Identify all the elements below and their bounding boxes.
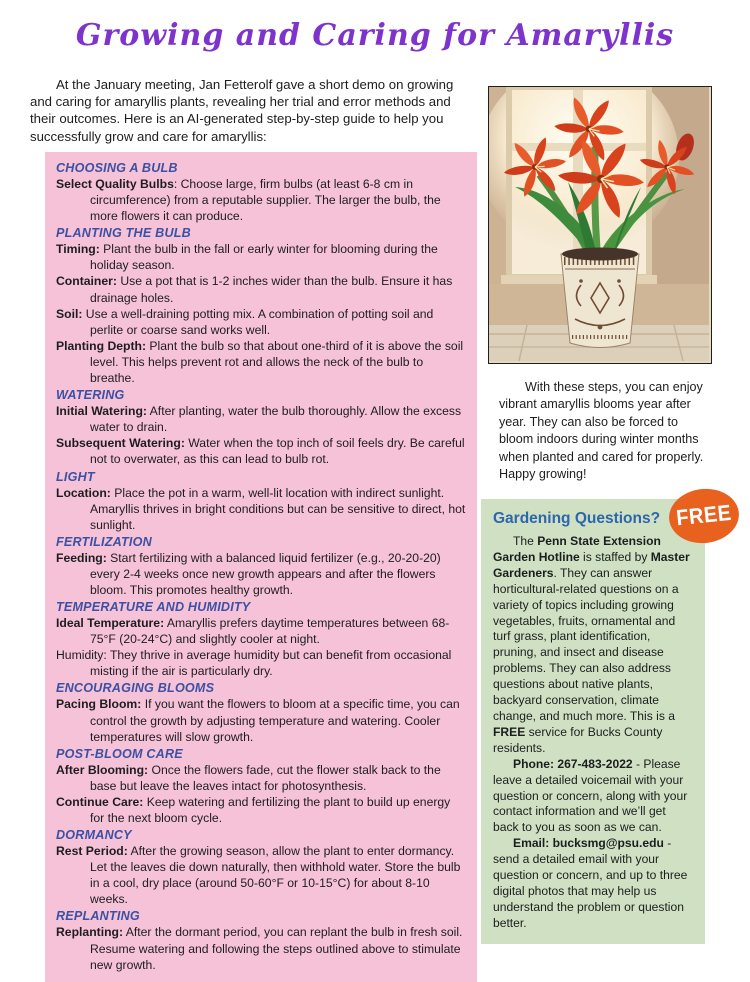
guide-item: Timing: Plant the bulb in the fall or early winter for blooming during the holiday season. xyxy=(56,242,438,273)
amaryllis-photo xyxy=(488,86,712,364)
guide-item: Feeding: Start fertilizing with a balanced liquid fertilizer (e.g., 20-20-20) every 2-4 weeks once new growth appears and after the flowers bloom. This promotes healthy growth. xyxy=(56,550,441,597)
guide-item: Initial Watering: After planting, water the bulb thoroughly. Allow the excess water to drain. xyxy=(56,404,462,435)
guide-section-heading: REPLANTING xyxy=(56,909,140,924)
guide-item: Select Quality Bulbs: Choose large, firm bulbs (at least 6-8 cm in circumference) from a reputable supplier. The larger the bulb, the more flowers it can produce. xyxy=(56,177,441,224)
guide-item: Ideal Temperature: Amaryllis prefers daytime temperatures between 68-75°F (20-24°C) and slightly cooler at night. xyxy=(56,616,450,647)
care-guide-panel xyxy=(45,152,477,982)
hotline-panel xyxy=(481,499,733,944)
guide-item: Rest Period: After the growing season, allow the plant to enter dormancy. Let the leaves die down naturally, then withhold water. Store the bulb in a cool, dry place (around 50-60°F or 10-15°C) for about 8-10 weeks. xyxy=(56,844,461,907)
guide-item: Container: Use a pot that is 1-2 inches wider than the bulb. Ensure it has drainage holes. xyxy=(56,274,453,305)
free-badge-label: FREE xyxy=(675,500,733,531)
guide-section-heading: DORMANCY xyxy=(56,828,132,843)
hotline-paragraph: Phone: 267-483-2022 - Please leave a detailed voicemail with your question or concern, along with your contact information and we’ll get back to you as soon as we can. xyxy=(493,756,688,835)
guide-item: Continue Care: Keep watering and fertilizing the plant to build up energy for the next bloom cycle. xyxy=(56,794,451,825)
amaryllis-photo-illustration xyxy=(489,87,709,361)
guide-item: Replanting: After the dormant period, you can replant the bulb in fresh soil. Resume watering and following the steps outlined above to stimulate new growth. xyxy=(56,925,463,972)
guide-item: Humidity: They thrive in average humidity but can benefit from occasional misting if the air is particularly dry. xyxy=(56,648,452,679)
guide-section-heading: LIGHT xyxy=(56,469,95,484)
page-title: Growing and Caring for Amaryllis xyxy=(75,18,675,53)
guide-section-heading: PLANTING THE BULB xyxy=(56,226,191,241)
guide-item: Planting Depth: Plant the bulb so that about one-third of it is above the soil level. This helps prevent rot and allows the neck of the bulb to breathe. xyxy=(56,338,464,386)
closing-paragraph: With these steps, you can enjoy vibrant amaryllis blooms year after year. They can also be forced to bloom indoors during winter months when planted and cared for properly. Happy growing! xyxy=(499,380,704,482)
guide-section-heading: TEMPERATURE AND HUMIDITY xyxy=(56,600,251,615)
guide-section-heading: POST-BLOOM CARE xyxy=(56,746,183,761)
guide-item: Pacing Bloom: If you want the flowers to bloom at a specific time, you can control the growth by adjusting temperature and watering. Cooler temperatures will slow growth. xyxy=(56,697,460,744)
guide-item: Soil: Use a well-draining potting mix. A combination of potting soil and perlite or coarse sand works well. xyxy=(56,306,434,337)
intro-paragraph: At the January meeting, Jan Fetterolf gave a short demo on growing and caring for amaryllis plants, revealing her trial and error methods and their outcomes. Here is an AI-generated step-by-step guide to help you successfully grow and care for amaryllis: xyxy=(30,77,454,144)
hotline-paragraph: Email: bucksmg@psu.edu - send a detailed email with your question or concern, and up to three digital photos that may help us understand the problem or question better. xyxy=(493,836,688,930)
guide-section-heading: CHOOSING A BULB xyxy=(56,161,178,175)
hotline-body xyxy=(493,534,693,932)
guide-section-heading: FERTILIZATION xyxy=(56,534,152,549)
guide-item: Subsequent Watering: Water when the top inch of soil feels dry. Be careful not to overwater, as this can lead to bulb rot. xyxy=(56,436,465,467)
guide-item: After Blooming: Once the flowers fade, cut the flower stalk back to the base but leave the leaves intact for photosynthesis. xyxy=(56,762,441,793)
guide-section-heading: WATERING xyxy=(56,388,125,403)
guide-section-heading: ENCOURAGING BLOOMS xyxy=(56,681,215,696)
hotline-paragraph: The Penn State Extension Garden Hotline is staffed by Master Gardeners. They can answer horticultural-related questions on a variety of topics including growing vegetables, fruits, ornamental and turf grass, plant identification, pruning, and insect and disease problems. They can also address questions about native plants, backyard conservation, climate change, and much more. This is a FREE service for Bucks County residents. xyxy=(493,534,690,755)
guide-item: Location: Place the pot in a warm, well-lit location with indirect sunlight. Amaryllis thrives in bright conditions but can be sensitive to direct, hot sunlight. xyxy=(56,485,466,532)
hotline-title: Gardening Questions? xyxy=(493,510,661,527)
